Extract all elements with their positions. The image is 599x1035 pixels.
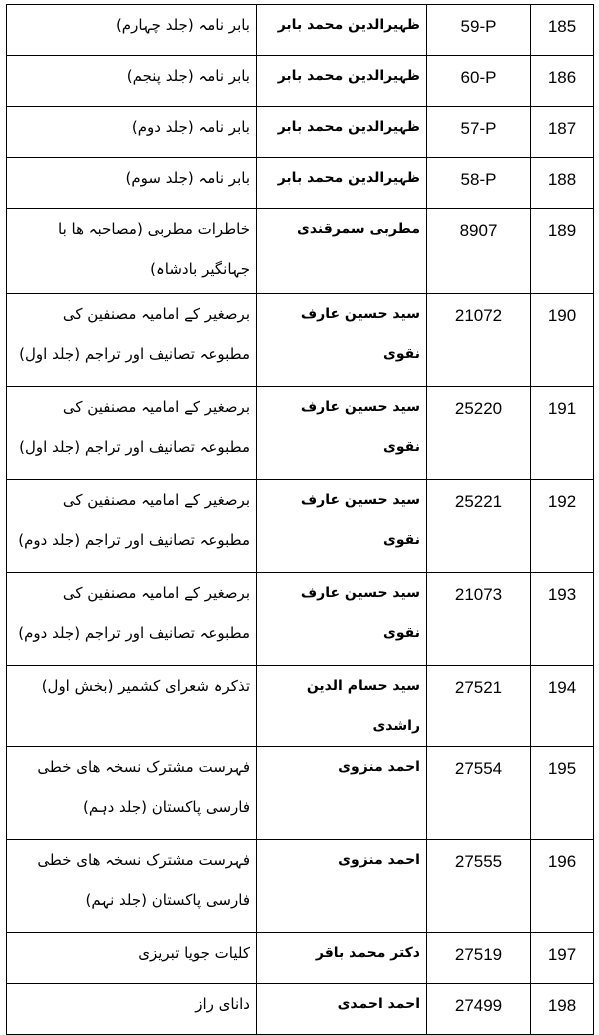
accession-code: 25220 (427, 387, 531, 480)
author-name: ظہیرالدین محمد بابر (257, 5, 427, 56)
book-title: فہرست مشترک نسخہ ھای خطی فارسی پاکستان (جلد دہم) (7, 747, 257, 840)
table-row (7, 747, 594, 840)
accession-code: 59-P (427, 5, 531, 56)
book-title: بابر نامہ (جلد پنجم) (7, 56, 257, 107)
table-row (7, 480, 594, 573)
author-name: احمد احمدی (257, 984, 427, 1035)
table-row (7, 984, 594, 1035)
accession-code: 27499 (427, 984, 531, 1035)
serial-number: 189 (531, 209, 594, 294)
serial-number: 197 (531, 933, 594, 984)
serial-number: 186 (531, 56, 594, 107)
serial-number: 193 (531, 573, 594, 666)
catalog-sheet (6, 4, 593, 1035)
table-row (7, 294, 594, 387)
table-row (7, 158, 594, 209)
author-name: سید حسام الدین راشدی (257, 666, 427, 747)
book-title: بابر نامہ (جلد چہارم) (7, 5, 257, 56)
serial-number: 192 (531, 480, 594, 573)
table-row (7, 666, 594, 747)
serial-number: 196 (531, 840, 594, 933)
book-title: دانای راز (7, 984, 257, 1035)
author-name: احمد منزوی (257, 747, 427, 840)
book-title: تذکرہ شعرای کشمیر (بخش اول) (7, 666, 257, 747)
author-name: سید حسین عارف نقوی (257, 294, 427, 387)
book-title: بابر نامہ (جلد سوم) (7, 158, 257, 209)
accession-code: 58-P (427, 158, 531, 209)
accession-code: 27519 (427, 933, 531, 984)
accession-code: 8907 (427, 209, 531, 294)
book-title: کلیات جویا تبریزی (7, 933, 257, 984)
accession-code: 27555 (427, 840, 531, 933)
serial-number: 195 (531, 747, 594, 840)
book-title: خاطرات مطربی (مصاحبہ ھا با جہانگیر بادشاہ) (7, 209, 257, 294)
table-row (7, 387, 594, 480)
table-row (7, 5, 594, 56)
book-title: برصغیر کے امامیہ مصنفین کی مطبوعہ تصانیف اور تراجم (جلد اول) (7, 387, 257, 480)
author-name: سید حسین عارف نقوی (257, 480, 427, 573)
author-name: سید حسین عارف نقوی (257, 387, 427, 480)
book-title: فہرست مشترک نسخہ ھای خطی فارسی پاکستان (جلد نہم) (7, 840, 257, 933)
catalog-table (6, 4, 594, 1035)
accession-code: 27521 (427, 666, 531, 747)
author-name: ظہیرالدین محمد بابر (257, 56, 427, 107)
serial-number: 187 (531, 107, 594, 158)
book-title: برصغیر کے امامیہ مصنفین کی مطبوعہ تصانیف اور تراجم (جلد اول) (7, 294, 257, 387)
table-row (7, 840, 594, 933)
accession-code: 57-P (427, 107, 531, 158)
accession-code: 25221 (427, 480, 531, 573)
author-name: سید حسین عارف نقوی (257, 573, 427, 666)
table-row (7, 573, 594, 666)
book-title: بابر نامہ (جلد دوم) (7, 107, 257, 158)
author-name: احمد منزوی (257, 840, 427, 933)
serial-number: 190 (531, 294, 594, 387)
table-row (7, 56, 594, 107)
serial-number: 194 (531, 666, 594, 747)
accession-code: 27554 (427, 747, 531, 840)
serial-number: 185 (531, 5, 594, 56)
table-row (7, 209, 594, 294)
book-title: برصغیر کے امامیہ مصنفین کی مطبوعہ تصانیف اور تراجم (جلد دوم) (7, 573, 257, 666)
author-name: مطربی سمرقندی (257, 209, 427, 294)
author-name: ظہیرالدین محمد بابر (257, 158, 427, 209)
author-name: دکتر محمد باقر (257, 933, 427, 984)
book-title: برصغیر کے امامیہ مصنفین کی مطبوعہ تصانیف اور تراجم (جلد دوم) (7, 480, 257, 573)
accession-code: 60-P (427, 56, 531, 107)
serial-number: 191 (531, 387, 594, 480)
table-row (7, 933, 594, 984)
serial-number: 188 (531, 158, 594, 209)
serial-number: 198 (531, 984, 594, 1035)
accession-code: 21073 (427, 573, 531, 666)
author-name: ظہیرالدین محمد بابر (257, 107, 427, 158)
table-row (7, 107, 594, 158)
accession-code: 21072 (427, 294, 531, 387)
